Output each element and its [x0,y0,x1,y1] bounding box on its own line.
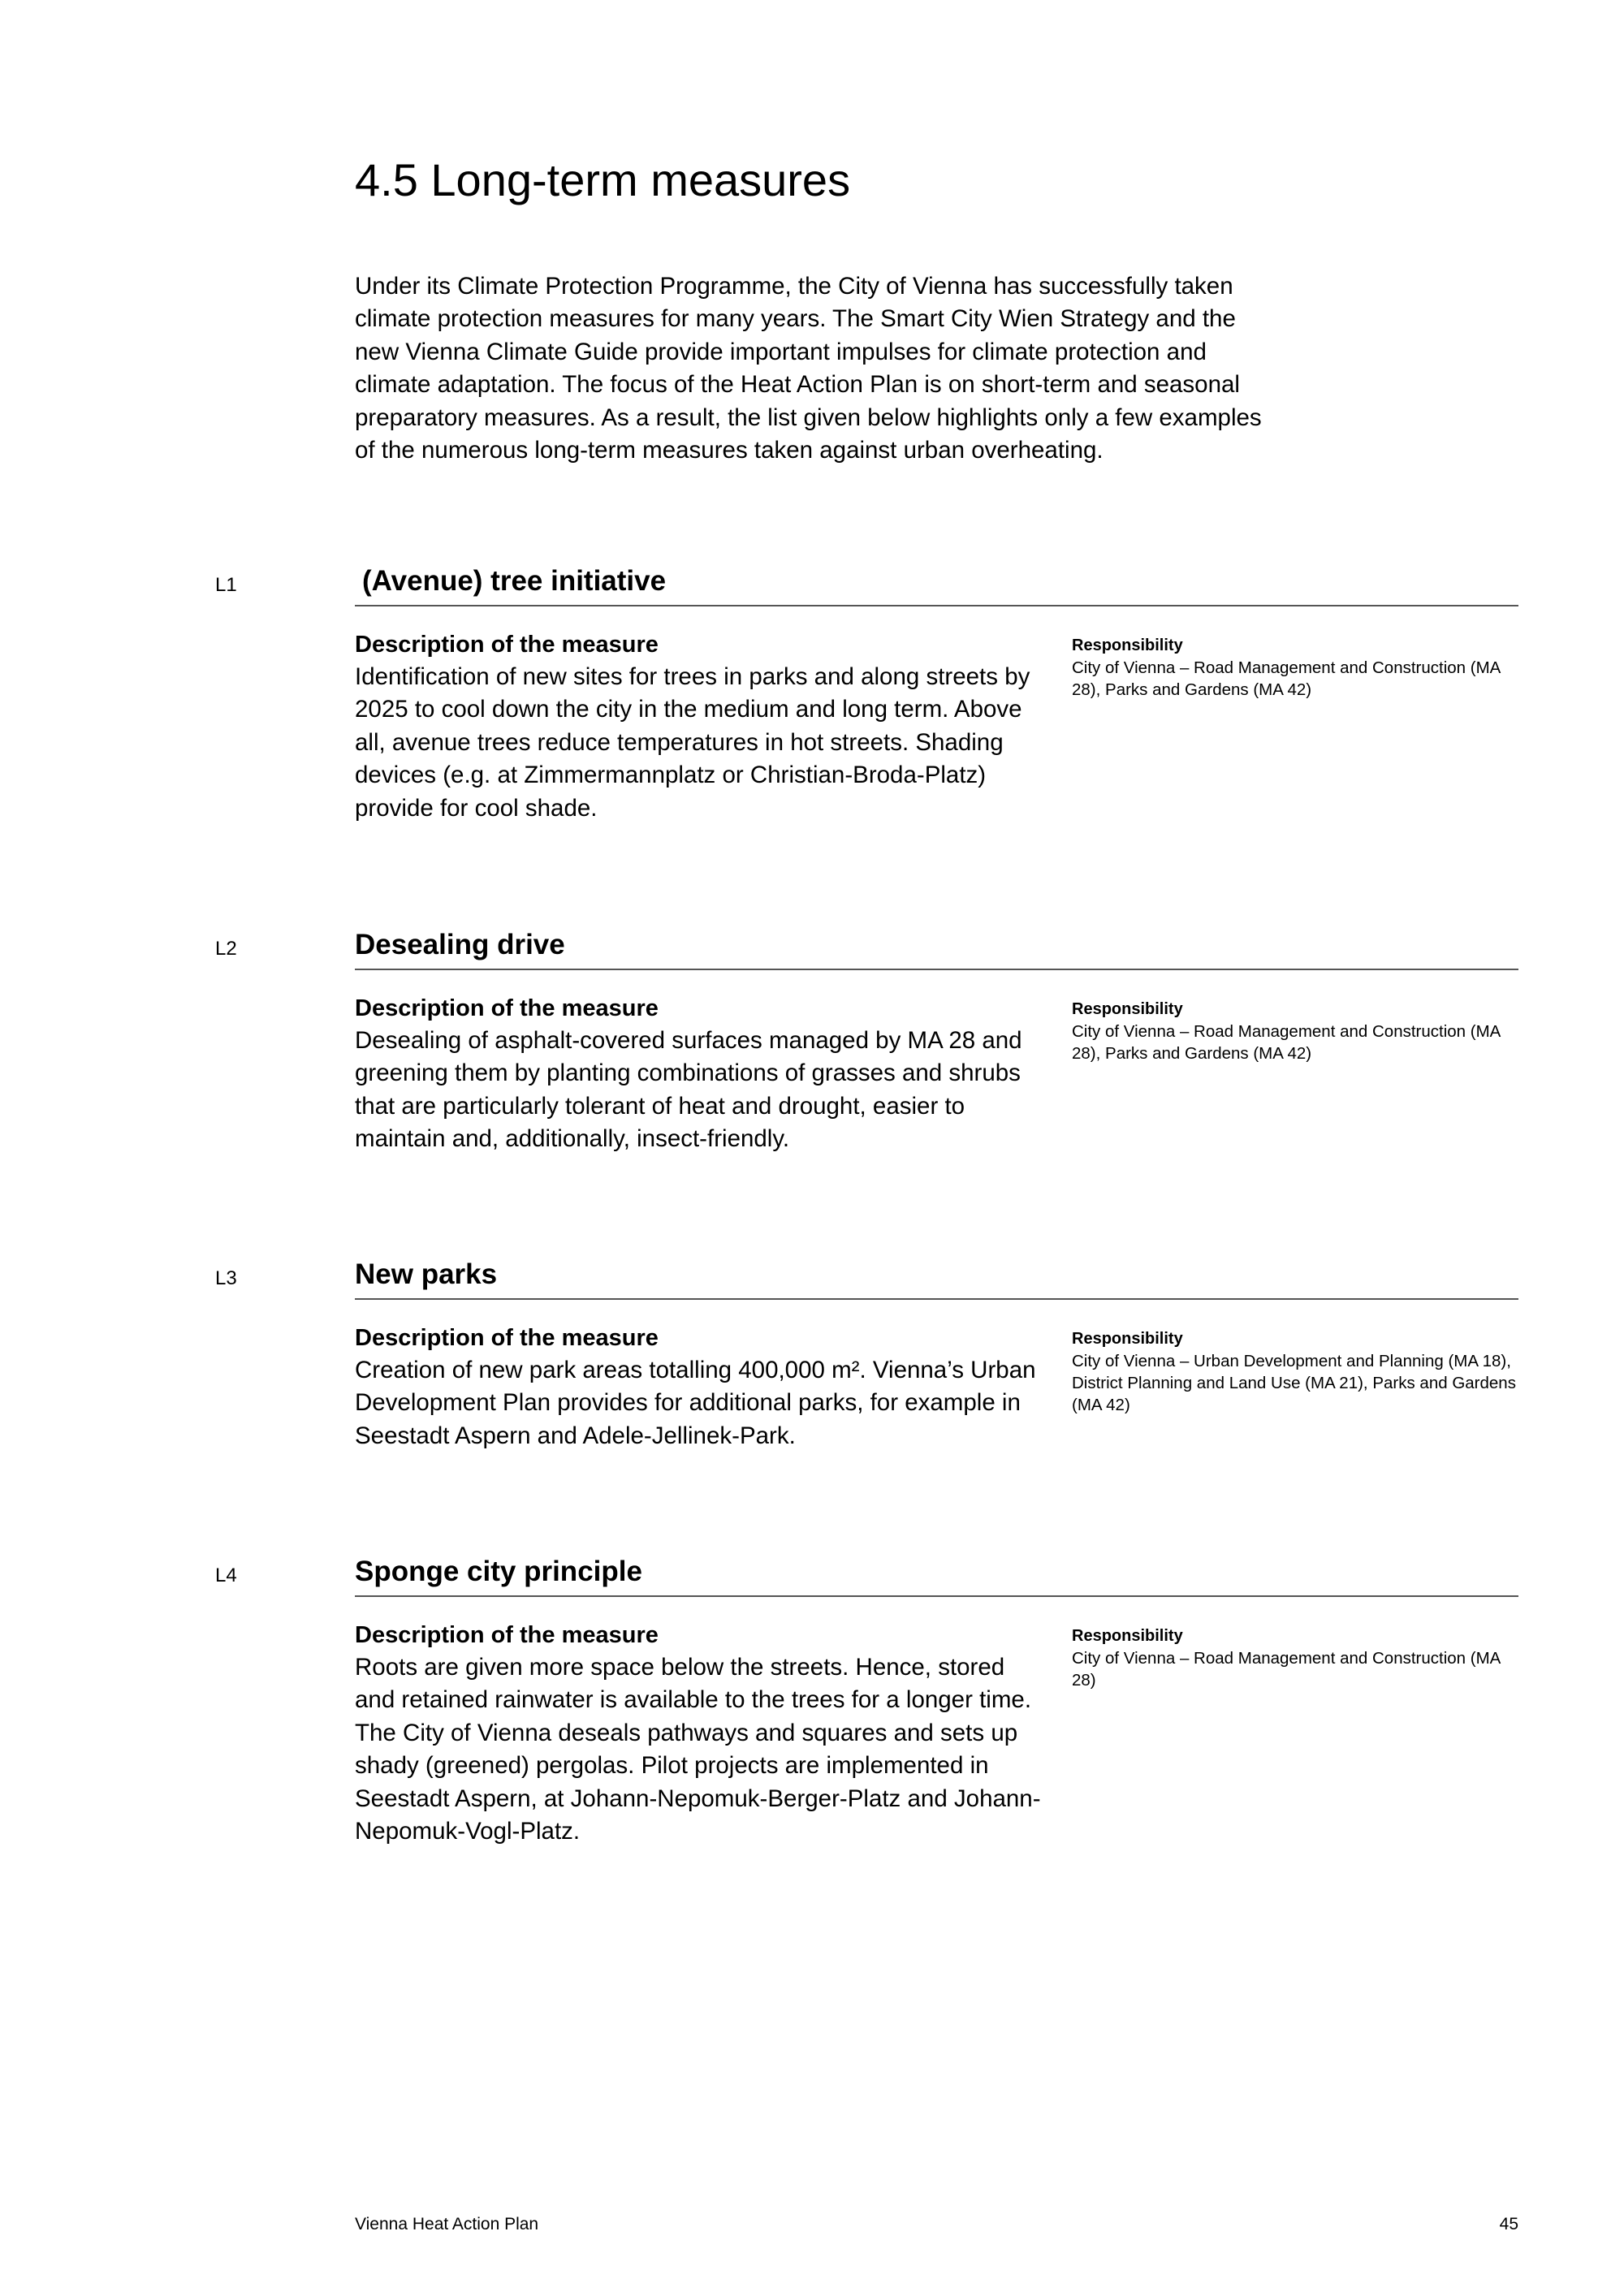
footer-document-title: Vienna Heat Action Plan [355,2215,539,2233]
responsibility-block [1072,999,1527,1064]
description-text: Creation of new park areas totalling 400,000 m². Vienna’s Urban Development Plan provides for additional parks, for example in Seestadt Aspern and Adele-Jellinek-Park. [355,1357,1036,1449]
responsibility-heading: Responsibility [1072,637,1183,654]
description-text: Roots are given more space below the streets. Hence, stored and retained rainwater is available to the trees for a longer time. The City of Vienna deseals pathways and squares and sets up shady (greened) pergolas. Pilot projects are implemented in Seestadt Aspern, at Johann-Nepomuk-Berger-Platz and Johann-Nepomuk-Vogl-Platz. [355,1654,1041,1845]
description-heading: Description of the measure [355,1325,659,1351]
description-block [355,1322,1045,1452]
description-block [355,628,1045,825]
description-heading: Description of the measure [355,632,659,658]
section-divider [355,969,1518,970]
description-heading: Description of the measure [355,995,659,1021]
description-text: Identification of new sites for trees in parks and along streets by 2025 to cool down the city in the medium and long term. Above all, avenue trees reduce temperatures in hot streets. Shading devices (e.g. at Zimmermannplatz or Christian-Broda-Platz) provide for cool shade. [355,663,1030,822]
measure-code: L1 [215,574,237,596]
description-text: Desealing of asphalt-covered surfaces managed by MA 28 and greening them by planting combinations of grasses and shrubs that are particularly tolerant of heat and drought, easier to maintain and, additionally, insect-friendly. [355,1027,1022,1153]
responsibility-text: City of Vienna – Urban Development and Planning (MA 18), District Planning and Land Use (MA 21), Parks and Gardens (MA 42) [1072,1352,1516,1414]
responsibility-block [1072,1625,1527,1691]
description-block [355,1619,1045,1848]
measure-title: Sponge city principle [355,1556,642,1587]
responsibility-heading: Responsibility [1072,1627,1183,1645]
section-divider [355,1298,1518,1300]
description-block [355,992,1045,1156]
responsibility-text: City of Vienna – Road Management and Construction (MA 28) [1072,1649,1501,1690]
measure-title: New parks [355,1258,498,1290]
measure-code: L2 [215,938,237,960]
measure-code: L3 [215,1267,237,1289]
responsibility-text: City of Vienna – Road Management and Construction (MA 28), Parks and Gardens (MA 42) [1072,658,1501,699]
page-title: 4.5 Long-term measures [355,154,851,205]
section-divider [355,1595,1518,1597]
footer-page-number: 45 [1499,2215,1518,2233]
description-heading: Description of the measure [355,1622,659,1648]
responsibility-block [1072,1328,1527,1416]
intro-paragraph: Under its Climate Protection Programme, the City of Vienna has successfully taken climate protection measures for many years. The Smart City Wien Strategy and the new Vienna Climate Guide provide important impulses for climate protection and climate adaptation. The focus of the Heat Action Plan is on short-term and seasonal preparatory measures. As a result, the list given below highlights only a few examples of the numerous long-term measures taken against urban overheating. [355,273,1262,464]
section-divider [355,605,1518,606]
measure-title: (Avenue) tree initiative [362,565,667,597]
responsibility-heading: Responsibility [1072,1000,1183,1018]
measure-title: Desealing drive [355,929,565,960]
responsibility-heading: Responsibility [1072,1330,1183,1348]
responsibility-block [1072,635,1527,701]
measure-code: L4 [215,1564,237,1586]
responsibility-text: City of Vienna – Road Management and Construction (MA 28), Parks and Gardens (MA 42) [1072,1022,1501,1063]
